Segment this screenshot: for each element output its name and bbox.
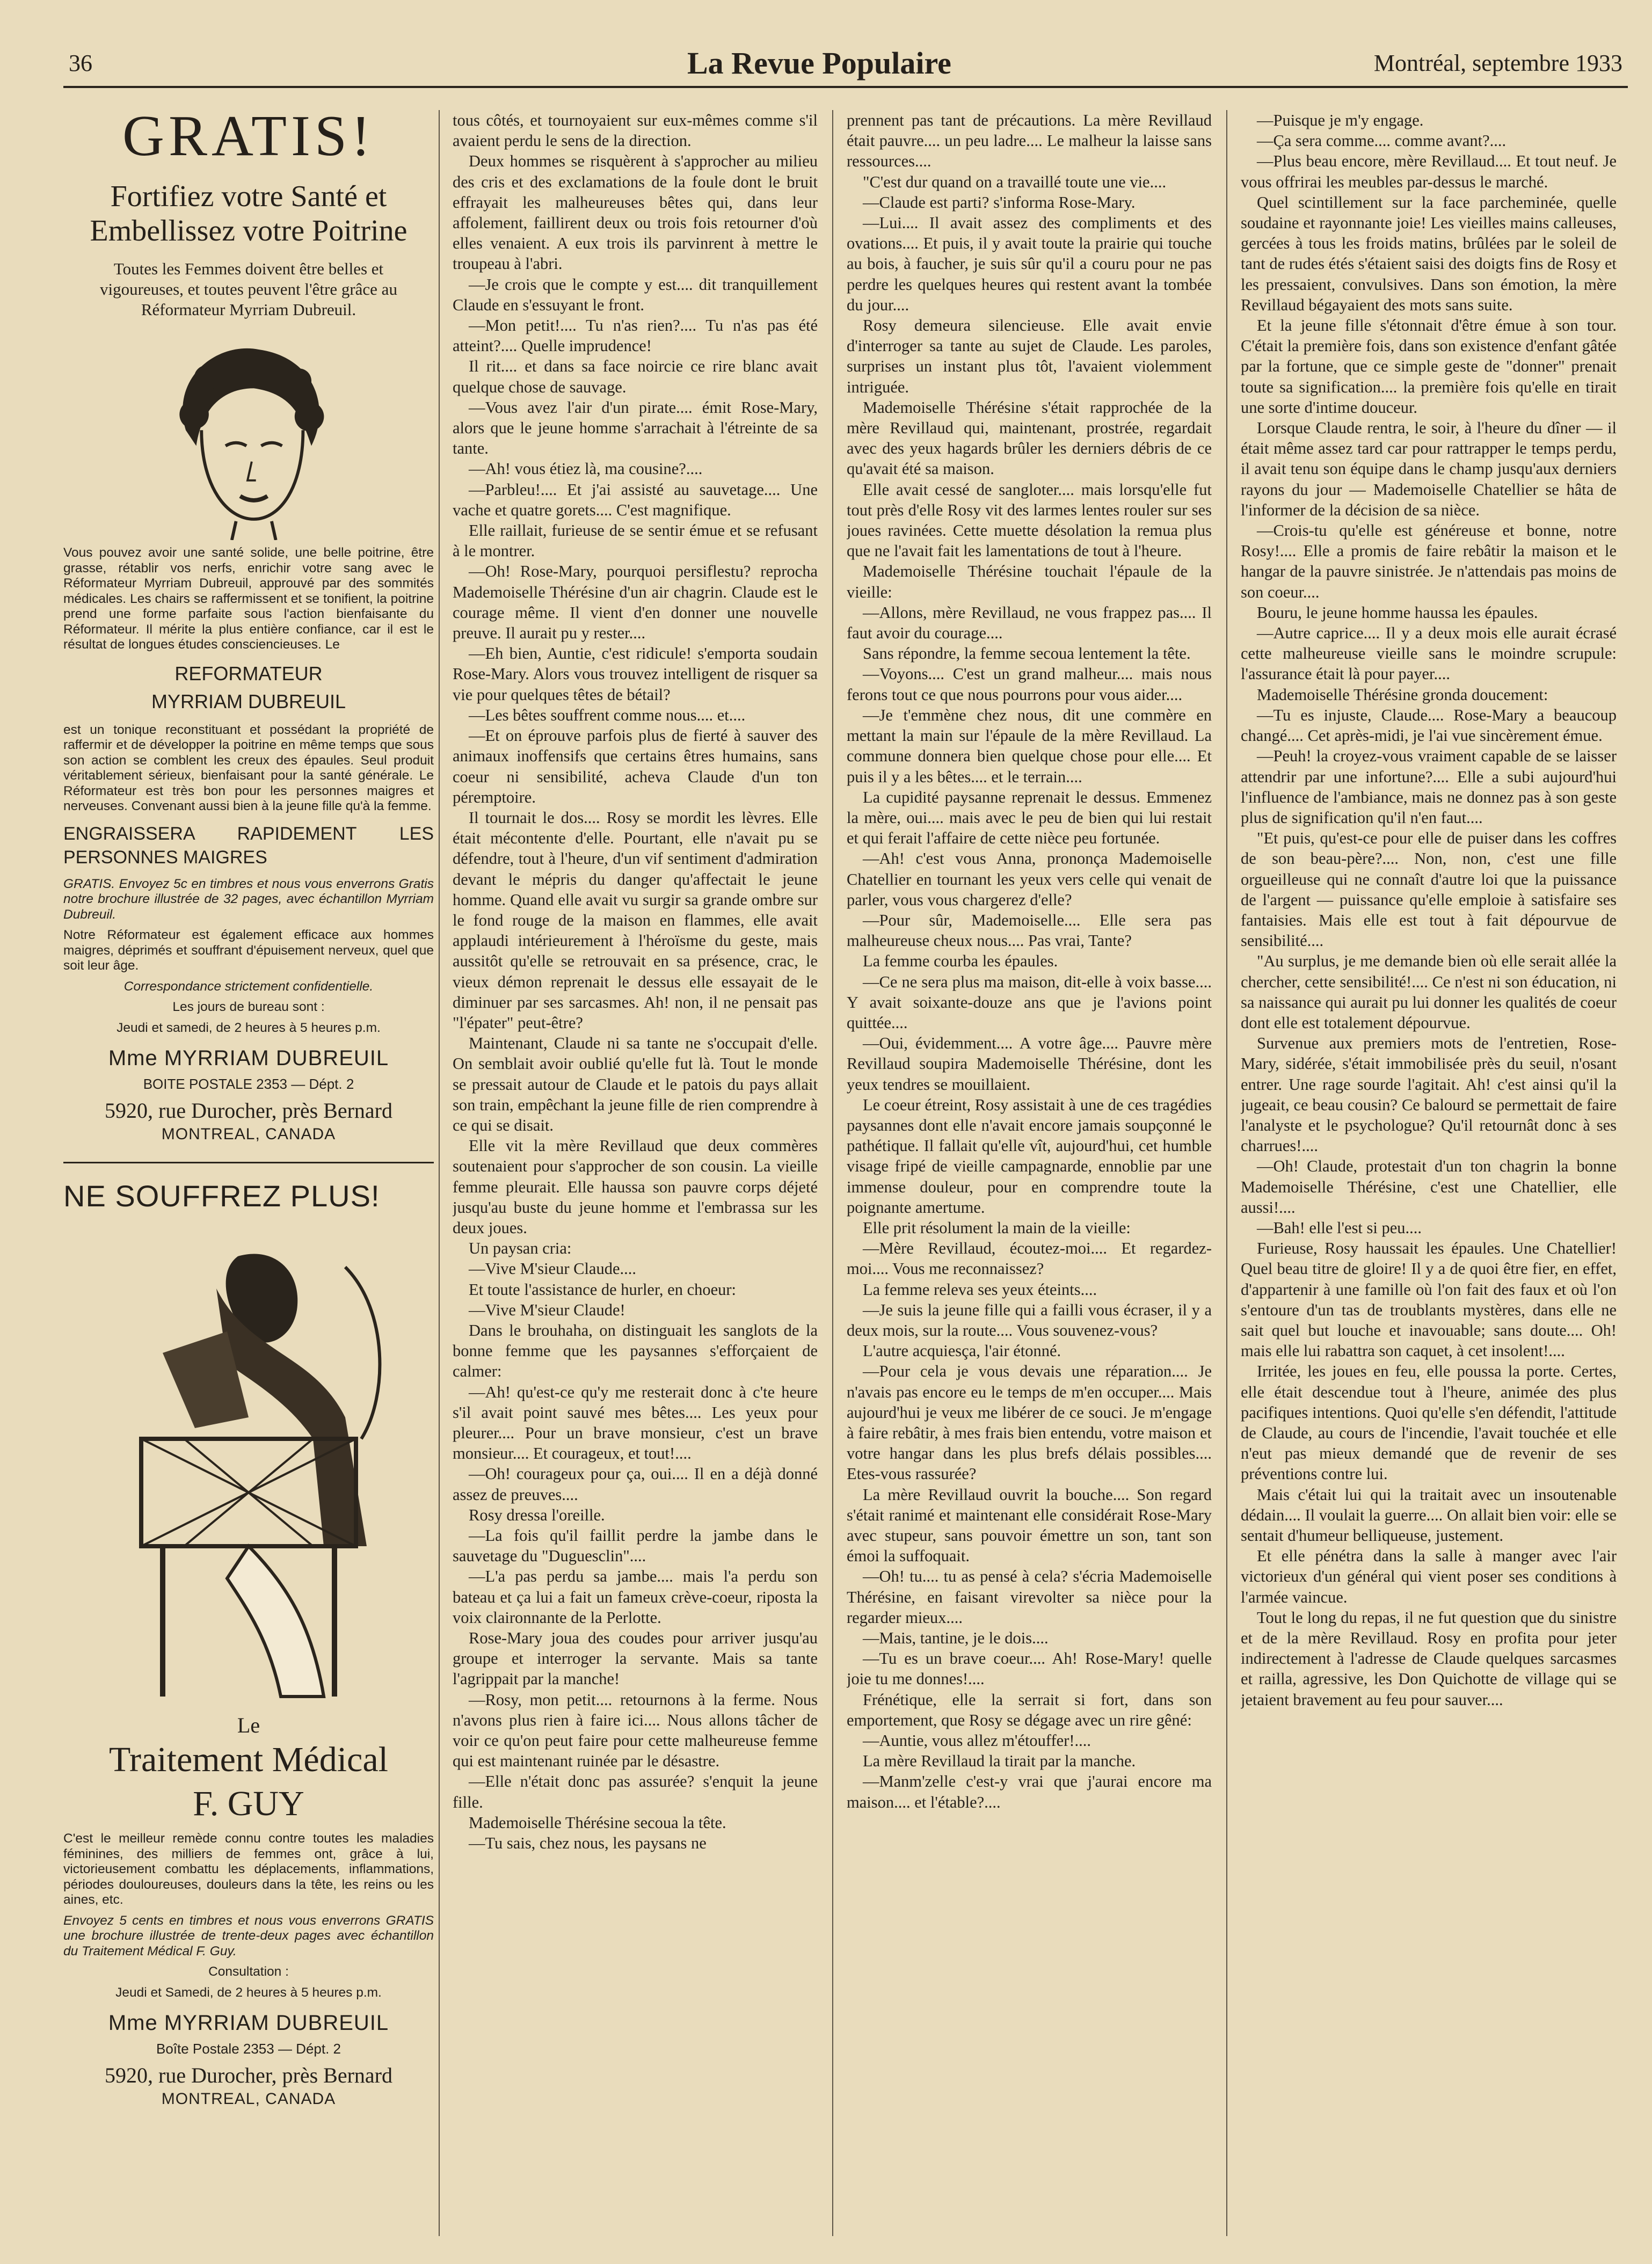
story-paragraph: —Bah! elle l'est si peu.... [1257, 1218, 1422, 1237]
story-paragraph: Et toute l'assistance de hurler, en choeur: [469, 1280, 737, 1299]
story-paragraph: Tout le long du repas, il ne fut question que du sinistre et de la mère Revillaud. Rosy en profita pour jeter indirectement à l'adresse de Claude quelques sarcasmes et railla, agressive, les Don Quichotte de village qui se jetaient bravement au feu pour sauver.... [1241, 1608, 1617, 1709]
header-rule [63, 86, 1628, 88]
story-paragraph: L'autre acquiesça, l'air étonné. [863, 1342, 1061, 1360]
postal-box: BOITE POSTALE 2353 — Dépt. 2 [143, 1076, 354, 1092]
story-paragraph: —Je crois que le compte y est.... dit tranquillement Claude en s'essuyant le front. [453, 275, 818, 314]
ad2-contact-name: Mme MYRRIAM DUBREUIL [108, 2011, 389, 2035]
story-paragraph: —Tu sais, chez nous, les paysans ne [469, 1834, 707, 1853]
story-paragraph: Furieuse, Rosy haussait les épaules. Une Chatellier! Quel beau titre de gloire! Il y a de quoi être fier, en effet, d'appartenir à une famille où l'on fait des faux et où l'on s'entoure d'un tas de troublants mystères, dans elle ne sait quel but louche et inavouable; sans doute.... Oh! mais elle lui rabattra son caquet, à cet insolent!.... [1241, 1239, 1617, 1360]
story-paragraph: Mais c'était lui qui la traitait avec un insoutenable dédain.... Il voulait la guerre.... On allait bien voir: elle se sentait d'humeur belliqueuse, justement. [1241, 1485, 1617, 1545]
story-paragraph: —Mère Revillaud, écoutez-moi.... Et regardez-moi.... Vous me reconnaissez? [847, 1239, 1212, 1278]
story-paragraph: —Auntie, vous allez m'étouffer!.... [863, 1731, 1091, 1750]
story-paragraph: —Allons, mère Revillaud, ne vous frappez pas.... Il faut avoir du courage.... [847, 603, 1212, 643]
story-paragraph: —Je t'emmène chez nous, dit une commère en mettant la main sur l'épaule de la mère Revillaud. La commune donnera bien quelque chose pour elle.... Et puis il y a les bêtes.... et le terrain.... [847, 705, 1212, 786]
story-paragraph: —L'a pas perdu sa jambe.... mais l'a perdu son bateau et ça lui a fait un fameux crève-coeur, riposta la voix claironnante de la Perlotte. [453, 1567, 818, 1627]
story-paragraph: —Crois-tu qu'elle est généreuse et bonne, notre Rosy!.... Elle a promis de faire rebâtir la maison et le hangar de la pauvre sinistrée. Je n'attendais pas moins de son coeur.... [1241, 521, 1617, 601]
story-paragraph: —Lui.... Il avait assez des compliments et des ovations.... Et puis, il y avait toute la prairie qui touche au bois, à faucher, je suis sûr qu'il a couru pour ne pas perdre les quelques heures qui restent avant la tombée du jour.... [847, 214, 1212, 314]
story-paragraph: Survenue aux premiers mots de l'entretien, Rose-Mary, sidérée, s'était immobilisée près du seuil, n'osant entrer. Une rage sourde l'agitait. Ah! c'est ainsi qu'il la jugeait, ce beau cousin? Ce balourd se permettait de faire l'analyste et le psychologue? Qu'il retournât donc à ses charrues!.... [1241, 1034, 1617, 1155]
ad2-le: Le [237, 1713, 260, 1737]
story-paragraph: "C'est dur quand on a travaillé toute une vie.... [863, 172, 1167, 191]
ad-note: Notre Réformateur est également efficace aux hommes maigres, déprimés et souffrant d'épuisement nerveux, quel que soit leur âge. [63, 928, 434, 973]
story-paragraph: —Pour cela je vous devais une réparation.... Je n'avais pas encore eu le temps de m'en occuper.... Mais aujourd'hui je veux me libérer de ce souci. Je m'engage à faire rebâtir, à mes frais bien entendu, votre maison et votre hangar dans les plus brefs délais possibles.... Etes-vous rassurée? [847, 1362, 1212, 1483]
story-paragraph: —Parbleu!.... Et j'ai assisté au sauvetage.... Une vache et quatre gorets.... C'est magnifique. [453, 480, 818, 519]
story-paragraph: —La fois qu'il faillit perdre la jambe dans le sauvetage du "Duguesclin".... [453, 1526, 818, 1566]
story-paragraph: Dans le brouhaha, on distinguait les sanglots de la bonne femme que les paysannes s'efforçaient de calmer: [453, 1321, 818, 1381]
story-paragraph: Le coeur étreint, Rosy assistait à une de ces tragédies paysannes dont elle n'avait encore jamais soupçonné le pathétique. Il fallait qu'elle vît, aujourd'hui, cet humble visage fripé de vieille campagnarde, ennoblie par une immense douleur, pour en comprendre toute la poignante amertume. [847, 1095, 1212, 1217]
story-paragraph: —Je suis la jeune fille qui a failli vous écraser, il y a deux mois, sur la route.... Vous souvenez-vous? [847, 1300, 1212, 1340]
office-label: Les jours de bureau sont : [172, 1000, 325, 1014]
story-paragraph: Rosy demeura silencieuse. Elle avait envie d'interroger sa tante au sujet de Claude. Les paroles, surprises un instant plus tôt, l'avaient violemment intriguée. [847, 316, 1212, 396]
page-header [0, 0, 1652, 86]
office-hours: Jeudi et samedi, de 2 heures à 5 heures p.m. [117, 1020, 381, 1035]
story-paragraph: Deux hommes se risquèrent à s'approcher au milieu des cris et des exclamations de la foule dont le bruit effrayait les malheureuses bêtes qui, dans leur affolement, faillirent deux ou trois fois retourner d'où elles venaient. A eux trois ils parvinrent à mettre le troupeau à l'abri. [453, 152, 818, 273]
story-paragraph: "Au surplus, je me demande bien où elle serait allée la chercher, cette sensibilité!.... Ce n'est ni son éducation, ni sa naissance qui aurait pu lui donner les qualités de coeur dont elle est totalement dépourvue. [1241, 952, 1617, 1032]
story-paragraph: —Claude est parti? s'informa Rose-Mary. [863, 193, 1136, 212]
ad-intro: Toutes les Femmes doivent être belles et vigoureuses, et toutes peuvent l'être grâce au Réformateur Myrriam Dubreuil. [100, 259, 397, 319]
story-paragraph: Quel scintillement sur la face parcheminée, quelle soudaine et rayonnante joie! Les vieilles mains calleuses, gercées à tous les froids matins, brûlées par le soleil de tant de rudes étés s'étaient saisi des doigts fins de Rosy et les pressaient, convulsives. Dans son émotion, la mère Revillaud bégayaient des mots sans suite. [1241, 193, 1617, 314]
story-paragraph: Elle avait cessé de sangloter.... mais lorsqu'elle fut tout près d'elle Rosy vit des larmes lentes rouler sur ses joues ravinées. Cette muette désolation la remua plus que ne l'avait fait les lamentations de tout à l'heure. [847, 480, 1212, 560]
seated-woman-illustration-icon [98, 1224, 399, 1707]
story-paragraph: —Oh! courageux pour ça, oui.... Il en a déjà donné assez de preuves.... [453, 1465, 818, 1504]
column-rule [439, 110, 440, 2236]
ad2-offer: Envoyez 5 cents en timbres et nous vous enverrons GRATIS une brochure illustrée de trente-deux pages avec échantillon du Traitement Médical F. Guy. [63, 1913, 434, 1959]
story-paragraph: —Oui, évidemment.... A votre âge.... Pauvre mère Revillaud soupira Mademoiselle Thérésine, dont les yeux tendres se mouillaient. [847, 1034, 1212, 1094]
story-paragraph: Rose-Mary joua des coudes pour arriver jusqu'au groupe et interroger la servante. Mais sa tante l'agrippait par la manche! [453, 1629, 818, 1688]
story-paragraph: Mademoiselle Thérésine touchait l'épaule de la vieille: [847, 562, 1212, 601]
story-paragraph: Un paysan cria: [469, 1239, 572, 1258]
story-paragraph: —Mon petit!.... Tu n'as rien?.... Tu n'as pas été atteint?.... Quelle imprudence! [453, 316, 818, 355]
story-paragraph: —Les bêtes souffrent comme nous.... et.... [469, 705, 746, 724]
story-paragraph: Elle prit résolument la main de la vieille: [863, 1218, 1131, 1237]
story-paragraph: —Ah! qu'est-ce qu'y me resterait donc à c'te heure s'il avait point sauvé mes bêtes.... Les yeux pour pleurer.... Pour un brave monsieur, c'est un brave monsieur.... Et courageux, et tout!.... [453, 1382, 818, 1463]
ad2-postal-box: Boîte Postale 2353 — Dépt. 2 [156, 2041, 341, 2057]
story-paragraph: Rosy dressa l'oreille. [469, 1505, 605, 1524]
ad2-consult-label: Consultation : [208, 1964, 289, 1979]
story-paragraph: La cupidité paysanne reprenait le dessus. Emmenez la mère, oui.... mais avec le peu de bien qui lui restait et qui ferait l'affaire de cette nièce peu fortunée. [847, 788, 1212, 848]
page-number: 36 [69, 50, 92, 76]
story-paragraph: tous côtés, et tournoyaient sur eux-mêmes comme s'il avaient perdu le sens de la direction. [453, 111, 818, 150]
story-paragraph: Frénétique, elle la serrait si fort, dans son emportement, que Rosy se dégage avec un rire gêné: [847, 1690, 1212, 1729]
story-paragraph: —Vive M'sieur Claude! [469, 1300, 625, 1319]
story-column-3 [1241, 110, 1617, 2236]
ad2-body: C'est le meilleur remède connu contre toutes les maladies féminines, des milliers de femmes ont, grâce à lui, victorieusement combattu les déplacements, inflammations, périodes douloureuses, douleurs dans la tête, les reins ou les aines, etc. [63, 1831, 434, 1907]
story-paragraph: La mère Revillaud la tirait par la manche. [863, 1752, 1136, 1771]
ad-offer: GRATIS. Envoyez 5c en timbres et nous vous enverrons Gratis notre brochure illustrée de 32 pages, avec échantillon Myrriam Dubreuil. [63, 876, 434, 922]
story-column-1 [453, 110, 818, 2236]
story-paragraph: —Autre caprice.... Il y a deux mois elle aurait écrasé cette malheureuse vieille sans le moindre scrupule: l'assurance était là pour payer.... [1241, 624, 1617, 683]
issue-date: Montréal, septembre 1933 [1373, 50, 1622, 76]
ad2-title-1: Traitement Médical [109, 1740, 388, 1779]
story-paragraph: —Rosy, mon petit.... retournons à la ferme. Nous n'avons plus rien à faire ici.... Nous allons tâcher de voir ce qu'on peut faire pour cette malheureuse femme qui est maintenant ruinée par le désastre. [453, 1690, 818, 1771]
story-paragraph: —Mais, tantine, je le dois.... [863, 1629, 1049, 1648]
ad-headline: GRATIS! [122, 104, 375, 168]
story-paragraph: La mère Revillaud ouvrit la bouche.... Son regard s'était ranimé et maintenant elle considérait Rose-Mary avec stupeur, sans pouvoir émettre un son, tant son émoi la suffoquait. [847, 1485, 1212, 1566]
masthead: La Revue Populaire [687, 46, 951, 81]
ad-body-2: est un tonique reconstituant et possédant la propriété de raffermir et de développer la poitrine en même temps que sous son action se comblent les creux des épaules. Seul produit véritablement sérieux, bienfaisant pour la santé générale. Le Réformateur est très bon pour les personnes maigres et nerveuses. Convenant aussi bien à la jeune fille qu'à la femme. [63, 722, 434, 813]
story-paragraph: Il rit.... et dans sa face noircie ce rire blanc avait quelque chose de sauvage. [453, 357, 818, 396]
city: MONTREAL, CANADA [161, 1125, 336, 1143]
story-paragraph: La femme courba les épaules. [863, 952, 1058, 971]
ad-caps-line: ENGRAISSERA RAPIDEMENT LES PERSONNES MAIGRES [63, 823, 434, 868]
story-paragraph: —Oh! tu.... tu as pensé à cela? s'écria Mademoiselle Thérésine, en faisant virevolter sa nièce pour la regarder mieux.... [847, 1567, 1212, 1627]
story-paragraph: —Et on éprouve parfois plus de fierté à sauver des animaux inoffensifs que certains êtres humains, sans coeur ni sensibilité, acheva Claude d'un ton péremptoire. [453, 726, 818, 806]
story-paragraph: Irritée, les joues en feu, elle poussa la porte. Certes, elle était descendue tout à l'heure, animée des plus pacifiques intentions. Quoi qu'elle s'en défendit, l'attitude de Claude, au cours de l'incendie, l'avait touchée et elle n'eut pas mieux demandé que de revenir de ses préventions contre lui. [1241, 1362, 1617, 1483]
story-paragraph: —Voyons.... C'est un grand malheur.... mais nous ferons tout ce que nous pourrons pour vous aider.... [847, 665, 1212, 704]
story-paragraph: Mademoiselle Thérésine secoua la tête. [469, 1813, 726, 1832]
ad-reformateur [63, 104, 434, 1144]
story-paragraph: Il tournait le dos.... Rosy se mordit les lèvres. Elle était mécontente d'elle. Pourtant, elle n'avait pu se défendre, tout à l'heure, d'un vif sentiment d'admiration devant le mépris du danger qu'affectait le jeune homme. Quand elle avait vu surgir sa grande ombre sur le fond rouge de la maison en flammes, elle avait applaudi intérieurement à l'héroïsme du geste, mais aussitôt qu'elle se retrouvait en sa présence, crac, le vieux démon reprenait le dessus elle essayait de le diminuer par ses sarcasmes. Ah! non, il ne pensait pas "l'épater" peut-être? [453, 808, 818, 1032]
story-paragraph: —Plus beau encore, mère Revillaud.... Et tout neuf. Je vous offrirai les meubles par-dessus le marché. [1241, 152, 1617, 191]
story-paragraph: Lorsque Claude rentra, le soir, à l'heure du dîner — il était même assez tard car pour rattrapper le temps perdu, il avait tenu son équipe dans le champ jusqu'aux derniers rayons du jour — Mademoiselle Chatellier se hâta de l'informer de la décision de sa nièce. [1241, 419, 1617, 519]
story-paragraph: —Ça sera comme.... comme avant?.... [1257, 132, 1507, 150]
ad2-headline: NE SOUFFREZ PLUS! [63, 1179, 380, 1213]
story-paragraph: La femme releva ses yeux éteints.... [863, 1280, 1097, 1299]
story-paragraph: Mademoiselle Thérésine s'était rapprochée de la mère Revillaud qui, maintenant, prostrée, regardait avec des yeux hagards brûler les derniers débris de ce qu'avait été sa maison. [847, 398, 1212, 478]
woman-portrait-icon [144, 331, 353, 540]
ad-confidential: Correspondance strictement confidentielle. [123, 979, 374, 994]
story-paragraph: Et la jeune fille s'étonnait d'être émue à son tour. C'était la première fois, dans son existence d'enfant gâtée par la fortune, que ce simple geste de "donner" prenait toute sa signification.... la première fois qu'elle en tirait une sorte d'intime douceur. [1241, 316, 1617, 417]
ad-body: Vous pouvez avoir une santé solide, une belle poitrine, être grasse, rétablir vos nerfs, enrichir votre sang avec le Réformateur Myrriam Dubreuil, approuvé par des sommités médicales. Les chairs se raffermissent et se tonifient, la poitrine prend une forme parfaite sous l'action bienfaisante du Réformateur. Il mérite la plus entière confiance, car il est le résultat de longues études consciencieuses. Le [63, 545, 434, 652]
story-paragraph: —Elle n'était donc pas assurée? s'enquit la jeune fille. [453, 1772, 818, 1811]
column-rule [1226, 110, 1227, 2236]
story-paragraph: prennent pas tant de précautions. La mère Revillaud était pauvre.... un peu ladre.... Le malheur la laisse sans ressources.... [847, 111, 1212, 171]
product-name-line2: MYRRIAM DUBREUIL [151, 690, 346, 712]
contact-name: Mme MYRRIAM DUBREUIL [108, 1046, 389, 1070]
story-paragraph: —Vive M'sieur Claude.... [469, 1260, 636, 1278]
story-paragraph: —Ah! vous étiez là, ma cousine?.... [469, 460, 703, 478]
story-paragraph: Bouru, le jeune homme haussa les épaules. [1257, 603, 1538, 622]
story-paragraph: —Puisque je m'y engage. [1257, 111, 1424, 129]
story-paragraph: Sans répondre, la femme secoua lentement la tête. [863, 644, 1191, 663]
story-paragraph: —Oh! Claude, protestait d'un ton chagrin la bonne Mademoiselle Thérésine, c'est une Chatellier, elle aussi!.... [1241, 1157, 1617, 1217]
story-paragraph: —Oh! Rose-Mary, pourquoi persiflestu? reprocha Mademoiselle Thérésine d'un air chagrin. Claude est le courage même. Il vient d'en donner une nouvelle preuve. Il aurait pu y rester.... [453, 562, 818, 643]
story-paragraph: —Tu es un brave coeur.... Ah! Rose-Mary! quelle joie tu me donnes!.... [847, 1649, 1212, 1688]
ad-separator [63, 1162, 434, 1163]
ad-title: Fortifiez votre Santé et Embellissez votre Poitrine [90, 180, 407, 247]
story-paragraph: —Ce ne sera plus ma maison, dit-elle à voix basse.... Y avait soixante-douze ans que je l'avions point quittée.... [847, 972, 1212, 1032]
ad2-title-2: F. GUY [193, 1784, 304, 1823]
story-paragraph: Mademoiselle Thérésine gronda doucement: [1257, 685, 1548, 704]
story-paragraph: —Eh bien, Auntie, c'est ridicule! s'emporta soudain Rose-Mary. Alors vous trouvez intelligent de risquer sa vie pour quelques têtes de bétail? [453, 644, 818, 704]
story-paragraph: —Pour sûr, Mademoiselle.... Elle sera pas malheureuse cheux nous.... Pas vrai, Tante? [847, 911, 1212, 950]
story-paragraph: —Tu es injuste, Claude.... Rose-Mary a beaucoup changé.... Cet après-midi, je l'ai vue sincèrement émue. [1241, 705, 1617, 745]
story-paragraph: —Vous avez l'air d'un pirate.... émit Rose-Mary, alors que le jeune homme s'arrachait à l'étreinte de sa tante. [453, 398, 818, 458]
ad2-city: MONTREAL, CANADA [161, 2090, 336, 2108]
ad2-hours: Jeudi et Samedi, de 2 heures à 5 heures p.m. [115, 1985, 382, 2000]
ad2-street-address: 5920, rue Durocher, près Bernard [105, 2063, 392, 2087]
story-paragraph: Elle vit la mère Revillaud que deux commères soutenaient pour s'approcher de son cousin. La vieille femme pleurait. Elle haussa son pauvre corps déjeté jusqu'au buste du jeune homme et l'embrassa sur les deux joues. [453, 1137, 818, 1237]
street-address: 5920, rue Durocher, près Bernard [105, 1098, 392, 1123]
story-column-2 [847, 110, 1212, 2236]
story-paragraph: "Et puis, qu'est-ce pour elle de puiser dans les coffres de son beau-père?.... Non, non, c'est une fille orgueilleuse qui ne connaît d'autre loi que la puissance de l'argent — puissance qu'elle emploie à satisfaire ses fantaisies. Mais elle est tout à fait dépourvue de sensibilité.... [1241, 829, 1617, 950]
ad-traitement [63, 1178, 434, 2108]
story-paragraph: —Ah! c'est vous Anna, prononça Mademoiselle Chatellier en tournant les yeux vers celle qui venait de parler, vous vous chargerez d'elle? [847, 849, 1212, 909]
advertisement-column [63, 97, 434, 2236]
story-paragraph: Maintenant, Claude ni sa tante ne s'occupait d'elle. On semblait avoir oublié qu'elle fut là. Tout le monde se pressait autour de Claude et le patois du pays allait son train, empêchant la jeune fille de rien comprendre à ce qui se disait. [453, 1034, 818, 1134]
story-paragraph: —Peuh! la croyez-vous vraiment capable de se laisser attendrir par une infortune?.... Elle a subi aujourd'hui l'influence de l'ambiance, mais ne donnez pas à son geste plus de signification qu'il n'en faut.... [1241, 747, 1617, 827]
story-paragraph: Et elle pénétra dans la salle à manger avec l'air victorieux d'un général qui vient poser ses conditions à l'armée vaincue. [1241, 1547, 1617, 1606]
column-rule [832, 110, 833, 2236]
story-paragraph: —Manm'zelle c'est-y vrai que j'aurai encore ma maison.... et l'étable?.... [847, 1772, 1212, 1811]
product-name-line1: REFORMATEUR [174, 662, 323, 685]
story-paragraph: Elle raillait, furieuse de se sentir émue et se refusant à le montrer. [453, 521, 818, 560]
